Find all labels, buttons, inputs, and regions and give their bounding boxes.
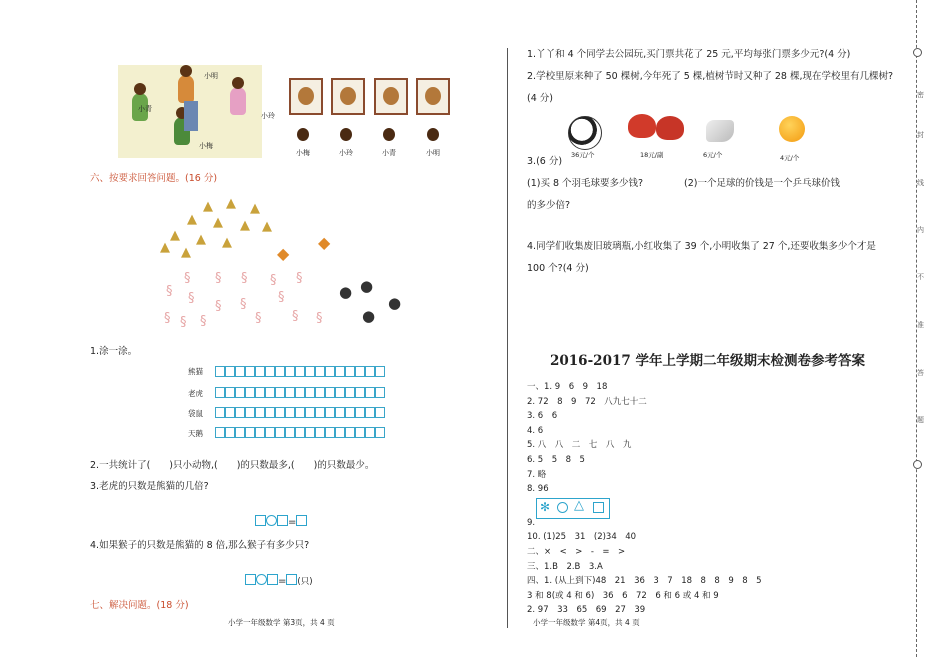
kid-xiaoling-figure [230,87,246,115]
grid-cell[interactable] [355,366,365,377]
grid-cell[interactable] [325,407,335,418]
kangaroo-icon: ▲ [187,212,197,227]
grid-cell[interactable] [275,407,285,418]
face-icon [383,128,395,141]
binding-char: 内 [917,226,924,234]
grid-cell[interactable] [365,407,375,418]
snowflake-icon: ✻ [540,500,551,514]
equals-sign: = [288,517,297,528]
swan-icon: § [184,271,191,286]
answer-line: 三、1.B 2.B 3.A [527,561,603,572]
circle-icon [557,502,568,513]
grid-cell[interactable] [245,366,255,377]
panda-icon: ● [388,294,402,312]
face-icon [427,128,439,141]
grid-cell[interactable] [295,407,305,418]
grid-cell[interactable] [355,387,365,398]
grid-cell[interactable] [325,366,335,377]
shape-sequence-box [536,498,610,519]
photo-3 [374,78,408,115]
chart-row-label-tiger: 老虎 [188,389,203,398]
photo-1 [289,78,323,115]
answer-line: 10. (1)25 31 (2)34 40 [527,532,637,543]
answer-line: 3 和 8(或 4 和 6) 36 6 72 6 和 6 或 4 和 9 [527,590,719,601]
kangaroo-icon: ▲ [196,232,206,247]
grid-cell[interactable] [265,366,275,377]
photo-name-1: 小梅 [296,149,310,157]
grid-cell[interactable] [335,407,345,418]
grid-cell[interactable] [295,387,305,398]
page-divider [507,48,508,628]
problem-3-part1: (1)买 8 个羽毛球要多少钱? [527,178,644,189]
grid-cell[interactable] [345,407,355,418]
kangaroo-icon: ▲ [213,215,223,230]
grid-cell[interactable] [245,387,255,398]
grid-cell[interactable] [235,407,245,418]
swan-icon: § [292,309,299,324]
kangaroo-icon: ▲ [262,219,272,234]
q3-text: 3.老虎的只数是熊猫的几倍? [90,481,209,492]
chart-row-label-kangaroo: 袋鼠 [188,409,203,418]
problem-1: 1.丫丫和 4 个同学去公园玩,买门票共花了 25 元,平均每张门票多少元?(4 分) [527,49,851,60]
grid-cell[interactable] [255,387,265,398]
grid-cell[interactable] [315,407,325,418]
panda-icon: ● [362,307,376,325]
grid-cell[interactable] [245,407,255,418]
label-xiaoming: 小明 [204,72,218,80]
label-xiaomei: 小梅 [199,142,213,150]
face-icon [340,128,352,141]
panda-icon: ● [339,283,353,301]
answer-box [267,574,278,585]
kangaroo-icon: ▲ [250,201,260,216]
binding-char: 线 [917,179,924,187]
chart-grid-tiger[interactable] [215,387,385,400]
swan-icon: § [215,299,222,314]
section6-title: 六、按要求回答问题。(16 分) [90,173,218,184]
price-shuttlecock: 6元/个 [703,151,723,159]
kangaroo-icon: ▲ [160,240,170,255]
problem-3-part2-cont: 的多少倍? [527,200,571,211]
grid-cell[interactable] [245,427,255,438]
answer-box [255,515,266,526]
binding-char: 密 [917,91,924,99]
football-icon [568,116,602,150]
problem-4b: 100 个?(4 分) [527,263,589,274]
grid-cell[interactable] [365,366,375,377]
operator-circle [266,515,277,526]
tiger-icon: ◆ [318,233,331,252]
grid-cell[interactable] [315,387,325,398]
grid-cell[interactable] [285,387,295,398]
grid-cell[interactable] [325,427,335,438]
photo-name-4: 小明 [426,149,440,157]
grid-cell[interactable] [305,366,315,377]
kangaroo-icon: ▲ [240,218,250,233]
grid-cell[interactable] [265,407,275,418]
answer-line: 8. 96 [527,484,549,495]
swan-icon: § [188,291,195,306]
section7-title: 七、解决问题。(18 分) [90,600,189,611]
q1-text: 1.涂一涂。 [90,346,138,357]
grid-cell[interactable] [325,387,335,398]
operator-circle [256,574,267,585]
grid-cell[interactable] [365,427,375,438]
chart-row-label-swan: 天鹅 [188,429,203,438]
grid-cell[interactable] [355,427,365,438]
answer-line: 7. 略 [527,469,547,480]
swan-icon: § [240,297,247,312]
grid-cell[interactable] [275,366,285,377]
answer-line: 二、× < > - = > [527,546,626,557]
swan-icon: § [270,273,277,288]
grid-cell[interactable] [275,427,285,438]
binding-hole-icon [913,460,922,469]
grid-cell[interactable] [225,366,235,377]
square-icon [593,502,604,513]
grid-cell[interactable] [285,366,295,377]
binding-char: 准 [917,321,924,329]
grid-cell[interactable] [215,366,225,377]
unit-label: (只) [297,577,313,587]
kangaroo-icon: ▲ [181,245,191,260]
kangaroo-icon: ▲ [203,199,213,214]
grid-cell[interactable] [295,366,305,377]
answer-line: 2. 97 33 65 69 27 39 [527,605,646,616]
problem-4a: 4.同学们收集废旧玻璃瓶,小红收集了 39 个,小明收集了 27 个,还要收集多少个才是 [527,241,876,252]
grid-cell[interactable] [275,387,285,398]
kangaroo-icon: ▲ [226,196,236,211]
panda-icon: ● [360,277,374,295]
chart-grid-panda[interactable] [215,366,385,379]
grid-cell[interactable] [305,427,315,438]
swan-icon: § [180,315,187,330]
grid-cell[interactable] [335,366,345,377]
answer-line: 2. 72 8 9 72 八九七十二 [527,396,647,407]
answer-line: 四、1. (从上到下)48 21 36 3 7 18 8 8 9 8 5 [527,576,762,587]
grid-cell[interactable] [235,366,245,377]
photo-name-3: 小青 [382,149,396,157]
grid-cell[interactable] [225,407,235,418]
kangaroo-icon: ▲ [222,235,232,250]
footer-right: 小学一年级数学 第4页，共 4 页 [533,618,640,627]
swan-icon: § [166,284,173,299]
grid-cell[interactable] [375,407,385,418]
answer-box [277,515,288,526]
swan-icon: § [200,314,207,329]
label-xiaoqing: 小青 [138,105,152,113]
binding-hole-icon [913,48,922,57]
answer-line: 4. 6 [527,425,544,436]
grid-cell[interactable] [375,387,385,398]
face-icon [297,128,309,141]
grid-cell[interactable] [335,387,345,398]
binding-char: 题 [917,416,924,424]
grid-cell[interactable] [225,387,235,398]
problem-3: 3.(6 分) [527,156,563,167]
grid-cell[interactable] [305,407,315,418]
problem-2a: 2.学校里原来种了 50 棵树,今年死了 5 棵,植树节时又种了 28 棵,现在学校里有几棵树? [527,71,894,82]
grid-cell[interactable] [255,407,265,418]
tiger-icon: ◆ [277,244,290,263]
grid-cell[interactable] [315,427,325,438]
grid-cell[interactable] [375,366,385,377]
grid-cell[interactable] [375,427,385,438]
price-football: 36元/个 [571,151,595,159]
grid-cell[interactable] [265,427,275,438]
photo-4 [416,78,450,115]
answer-box [286,574,297,585]
grid-cell[interactable] [365,387,375,398]
q3-equation [255,510,307,530]
shuttlecock-icon [706,120,734,142]
label-xiaoling: 小玲 [261,112,275,120]
footer-left: 小学一年级数学 第3页，共 4 页 [228,618,335,627]
pingpong-ball-icon [779,116,805,142]
q2-text: 2.一共统计了( )只小动物,( )的只数最多,( )的只数最少。 [90,460,375,471]
answer-line: 3. 6 6 [527,411,558,422]
swan-icon: § [316,311,323,326]
price-pingpong-ball: 4元/个 [780,154,800,162]
grid-cell[interactable] [265,387,275,398]
binding-char: 封 [917,131,924,139]
grid-cell[interactable] [225,427,235,438]
binding-char: 不 [917,273,924,281]
kid-xiaoming-figure [178,75,194,103]
grid-cell[interactable] [355,407,365,418]
price-paddle: 18元/副 [640,151,664,159]
answer-line: 9. [527,517,536,528]
grid-cell[interactable] [345,366,355,377]
answer-box [296,515,307,526]
grid-cell[interactable] [235,387,245,398]
grid-cell[interactable] [215,427,225,438]
pingpong-paddle-icon [656,116,684,140]
grid-cell[interactable] [215,387,225,398]
stool [184,101,198,131]
q4-text: 4.如果猴子的只数是熊猫的 8 倍,那么猴子有多少只? [90,540,310,551]
pingpong-paddle-icon [628,114,656,138]
kangaroo-icon: ▲ [170,228,180,243]
answer-line: 5. 八 八 二 七 八 九 [527,440,632,451]
swan-icon: § [255,311,262,326]
binding-char: 答 [917,369,924,377]
answer-line: 一、1. 9 6 9 18 [527,382,608,392]
answer-line: 6. 5 5 8 5 [527,454,585,465]
swan-icon: § [164,311,171,326]
triangle-icon: △ [574,498,584,513]
answers-title: 2016-2017 学年上学期二年级期末检测卷参考答案 [550,353,865,369]
grid-cell[interactable] [345,427,355,438]
grid-cell[interactable] [335,427,345,438]
grid-cell[interactable] [215,407,225,418]
photo-2 [331,78,365,115]
chart-row-label-panda: 熊猫 [188,367,203,376]
grid-cell[interactable] [255,427,265,438]
grid-cell[interactable] [315,366,325,377]
swan-icon: § [215,271,222,286]
grid-cell[interactable] [285,407,295,418]
swan-icon: § [296,271,303,286]
grid-cell[interactable] [235,427,245,438]
grid-cell[interactable] [295,427,305,438]
swan-icon: § [241,271,248,286]
grid-cell[interactable] [255,366,265,377]
swan-icon: § [278,290,285,305]
chart-grid-swan[interactable] [215,427,385,440]
problem-2b: (4 分) [527,93,553,104]
grid-cell[interactable] [305,387,315,398]
grid-cell[interactable] [345,387,355,398]
problem-3-part2: (2)一个足球的价钱是一个乒乓球价钱 [684,178,840,189]
equals-sign: = [278,576,287,587]
photo-name-2: 小玲 [339,149,353,157]
answer-box [245,574,256,585]
grid-cell[interactable] [285,427,295,438]
q4-equation [245,569,313,589]
chart-grid-kangaroo[interactable] [215,407,385,420]
